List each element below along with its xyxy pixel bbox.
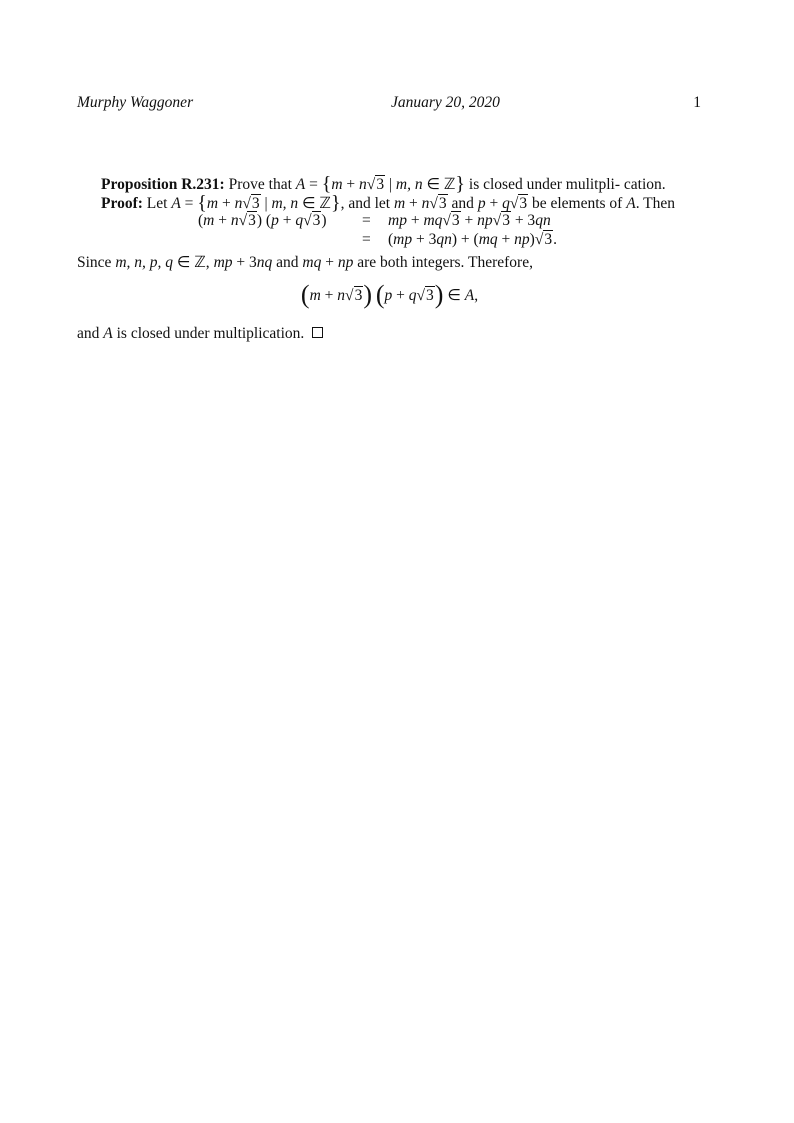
equation-array [77, 213, 702, 253]
conclusion-and: and [77, 325, 100, 342]
proposition-text-before: Prove that [228, 176, 292, 193]
since-paragraph: Since m, n, p, q ∈ ℤ, mp + 3nq and mq + np are both integers. Therefore, [77, 254, 533, 271]
equation-row-1-lhs: (m + n√3) (p + q√3) [198, 212, 327, 229]
conclusion-rest: is closed under multiplication. [116, 325, 305, 342]
proof-and-let: , and let [340, 195, 391, 212]
proposition-paragraph: Proposition R.231: Prove that A = {m + n√3 | m, n ∈ ℤ} is closed under mulitpli- cation. [101, 173, 666, 195]
document-body [77, 175, 702, 343]
page-number: 1 [693, 94, 701, 111]
since-word: Since [77, 254, 112, 271]
proposition-continuation: cation. [623, 176, 666, 193]
header-date: January 20, 2020 [391, 94, 500, 111]
equation-row-1-rel: = [362, 212, 371, 229]
proposition-label: Proposition R.231: [101, 176, 225, 193]
since-rest: are both integers. Therefore, [357, 254, 533, 271]
set-definition-math: A [295, 176, 306, 193]
equation-row-2-rhs: (mp + 3qn) + (mq + np)√3. [388, 231, 557, 248]
header-author: Murphy Waggoner [77, 94, 194, 111]
display-equation: (m + n√3) (p + q√3) ∈ A, [300, 280, 479, 309]
page-header [77, 94, 701, 114]
conclusion-paragraph: and A is closed under multiplication. [77, 324, 702, 343]
proof-and: and [451, 195, 474, 212]
proof-be-elements: be elements of [531, 195, 623, 212]
proof-paragraph: Proof: Let A = {m + n√3 | m, n ∈ ℤ}, and let m + n√3 and p + q√3 be elements of A. Then [101, 192, 676, 214]
proof-let: Let [146, 195, 168, 212]
equation-row-1-rhs: mp + mq√3 + np√3 + 3qn [388, 212, 551, 229]
equation-row-2-rel: = [362, 231, 371, 248]
qed-square-icon [312, 327, 323, 338]
proof-then: . Then [635, 195, 676, 212]
proposition-text-after: is closed under mulitpli- [468, 176, 621, 193]
since-and: and [276, 254, 299, 271]
proof-label: Proof: [101, 195, 143, 212]
